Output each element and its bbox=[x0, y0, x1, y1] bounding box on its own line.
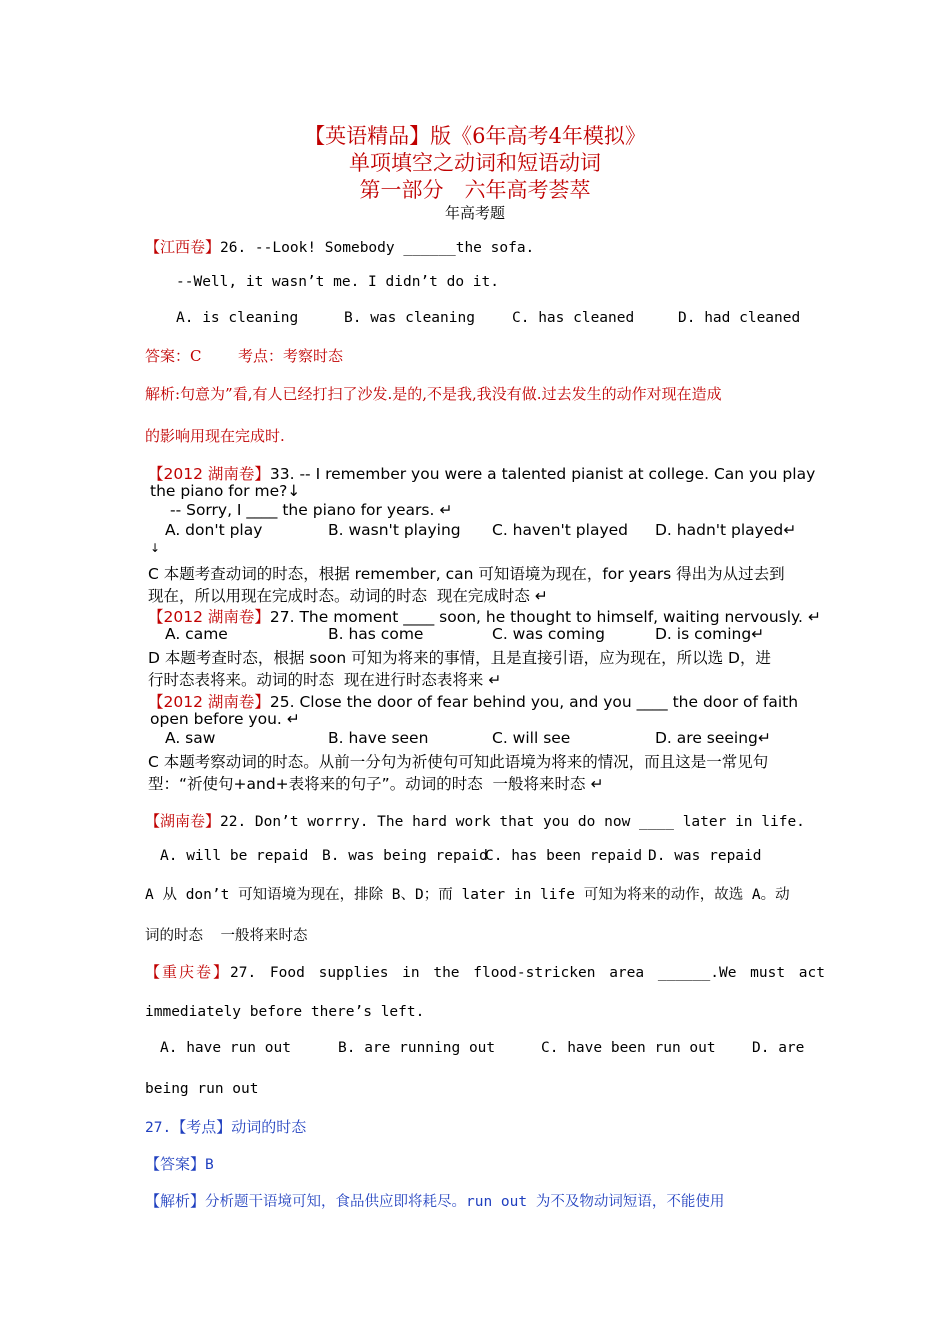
q1-option-a: A. is cleaning bbox=[176, 310, 299, 326]
title-line-3: 第一部分 六年高考荟萃 bbox=[359, 178, 591, 202]
q4-exp-2: 型：“祈使句+and+表将来的句子”。动词的时态 一般将来时态 ↵ bbox=[148, 775, 604, 793]
q5-exp-2: 词的时态 一般将来时态 bbox=[145, 928, 308, 944]
q3-exp-2: 行时态表将来。动词的时态 现在进行时态表将来 ↵ bbox=[148, 671, 502, 689]
q4-option-a: A. saw bbox=[165, 729, 216, 747]
q3-option-d: D. is coming↵ bbox=[655, 625, 765, 643]
q4-line-1 bbox=[148, 690, 798, 712]
q4-stem-2: open before you. ↵ bbox=[150, 710, 300, 728]
q4-stem-1: 25. Close the door of fear behind you, and you ____ the door of faith bbox=[269, 693, 799, 711]
q1-answer: 答案：C bbox=[145, 347, 202, 365]
title-line-1: 【英语精品】版《6年高考4年模拟》 bbox=[304, 124, 646, 148]
q2-stem-1: 33. -- I remember you were a talented pianist at college. Can you play bbox=[269, 465, 816, 483]
q2-option-b: B. wasn't playing bbox=[328, 521, 461, 539]
q2-line-1 bbox=[148, 462, 815, 484]
q2-option-d: D. hadn't played↵ bbox=[655, 521, 797, 539]
q1-analysis-2: 的影响用现在完成时. bbox=[145, 427, 285, 445]
q6-point-tag: 【考点】 bbox=[171, 1118, 232, 1136]
q6-answer-text: B bbox=[205, 1157, 214, 1173]
q1-line bbox=[145, 236, 534, 257]
q3-option-a: A. came bbox=[165, 625, 228, 643]
q6-option-d: D. are bbox=[752, 1040, 805, 1056]
q3-line bbox=[148, 605, 821, 627]
q1-stem: 26. --Look! Somebody ______the sofa. bbox=[220, 240, 535, 256]
q6-analysis bbox=[145, 1190, 724, 1211]
q1-reply: --Well, it wasn’t me. I didn’t do it. bbox=[176, 274, 500, 290]
q2-option-c: C. haven't played bbox=[492, 521, 628, 539]
q2-arrow: ↓ bbox=[150, 541, 161, 555]
q1-point: 考点：考察时态 bbox=[238, 347, 344, 365]
q4-exp-1: C 本题考察动词的时态。从前一分句为祈使句可知此语境为将来的情况，而且这是一常见句 bbox=[148, 753, 769, 771]
q6-tag: 【重庆卷】 bbox=[145, 963, 231, 981]
q5-option-a: A. will be repaid bbox=[160, 848, 309, 864]
q6-point-num: 27. bbox=[145, 1120, 172, 1136]
q6-option-a: A. have run out bbox=[160, 1040, 291, 1056]
q2-reply: -- Sorry, I ____ the piano for years. ↵ bbox=[170, 501, 453, 519]
q2-stem-2: the piano for me?↓ bbox=[150, 482, 301, 500]
q1-option-d: D. had cleaned bbox=[678, 310, 801, 326]
q3-option-b: B. has come bbox=[328, 625, 424, 643]
q2-exp-2: 现在，所以用现在完成时态。动词的时态 现在完成时态 ↵ bbox=[148, 587, 548, 605]
q4-option-c: C. will see bbox=[492, 729, 571, 747]
q6-option-b: B. are running out bbox=[338, 1040, 496, 1056]
q5-option-d: D. was repaid bbox=[648, 848, 762, 864]
q2-option-a: A. don't play bbox=[165, 521, 263, 539]
q5-option-b: B. was being repaid bbox=[322, 848, 488, 864]
q3-exp-1: D 本题考查时态，根据 soon 可知为将来的事情，且是直接引语，应为现在，所以选 D，进 bbox=[148, 649, 771, 667]
q6-option-c: C. have been run out bbox=[541, 1040, 716, 1056]
q4-option-b: B. have seen bbox=[328, 729, 429, 747]
q1-tag: 【江西卷】 bbox=[145, 238, 221, 256]
q6-answer bbox=[145, 1153, 214, 1174]
q5-tag: 【湖南卷】 bbox=[145, 812, 221, 830]
q6-option-cont: being run out bbox=[145, 1081, 259, 1097]
q1-analysis-1: 解析:句意为”看,有人已经打扫了沙发.是的,不是我,我没有做.过去发生的动作对现在造成 bbox=[145, 385, 722, 403]
q2-tag: 【2012 湖南卷】 bbox=[148, 465, 270, 483]
q3-tag: 【2012 湖南卷】 bbox=[148, 608, 270, 626]
q2-exp-1: C 本题考查动词的时态，根据 remember, can 可知语境为现在，for years 得出为从过去到 bbox=[148, 565, 785, 583]
q6-stem-1: 27. Food supplies in the flood-stricken area ______.We must act bbox=[230, 965, 825, 981]
q3-stem: 27. The moment ____ soon, he thought to himself, waiting nervously. ↵ bbox=[269, 608, 821, 626]
q5-stem: 22. Don’t worrry. The hard work that you do now ____ later in life. bbox=[220, 814, 805, 830]
q5-option-c: C. has been repaid bbox=[485, 848, 643, 864]
q1-option-c: C. has cleaned bbox=[512, 310, 635, 326]
q5-line bbox=[145, 810, 805, 831]
title-line-2: 单项填空之动词和短语动词 bbox=[349, 151, 601, 175]
subtitle: 年高考题 bbox=[444, 204, 505, 222]
q6-point bbox=[145, 1116, 306, 1137]
q6-line-1 bbox=[145, 961, 825, 982]
q6-stem-2: immediately before there’s left. bbox=[145, 1004, 425, 1020]
q4-tag: 【2012 湖南卷】 bbox=[148, 693, 270, 711]
q6-analysis-tag: 【解析】 bbox=[145, 1192, 206, 1210]
q5-exp-1: A 从 don’t 可知语境为现在，排除 B、D；而 later in life 可知为将来的动作，故选 A。动 bbox=[145, 887, 790, 903]
q6-analysis-text: 分析题干语境可知，食品供应即将耗尽。run out 为不及物动词短语，不能使用 bbox=[205, 1194, 725, 1210]
q6-answer-tag: 【答案】 bbox=[145, 1155, 206, 1173]
q4-option-d: D. are seeing↵ bbox=[655, 729, 771, 747]
q6-point-text: 动词的时态 bbox=[231, 1118, 307, 1136]
q3-option-c: C. was coming bbox=[492, 625, 605, 643]
q1-option-b: B. was cleaning bbox=[344, 310, 475, 326]
